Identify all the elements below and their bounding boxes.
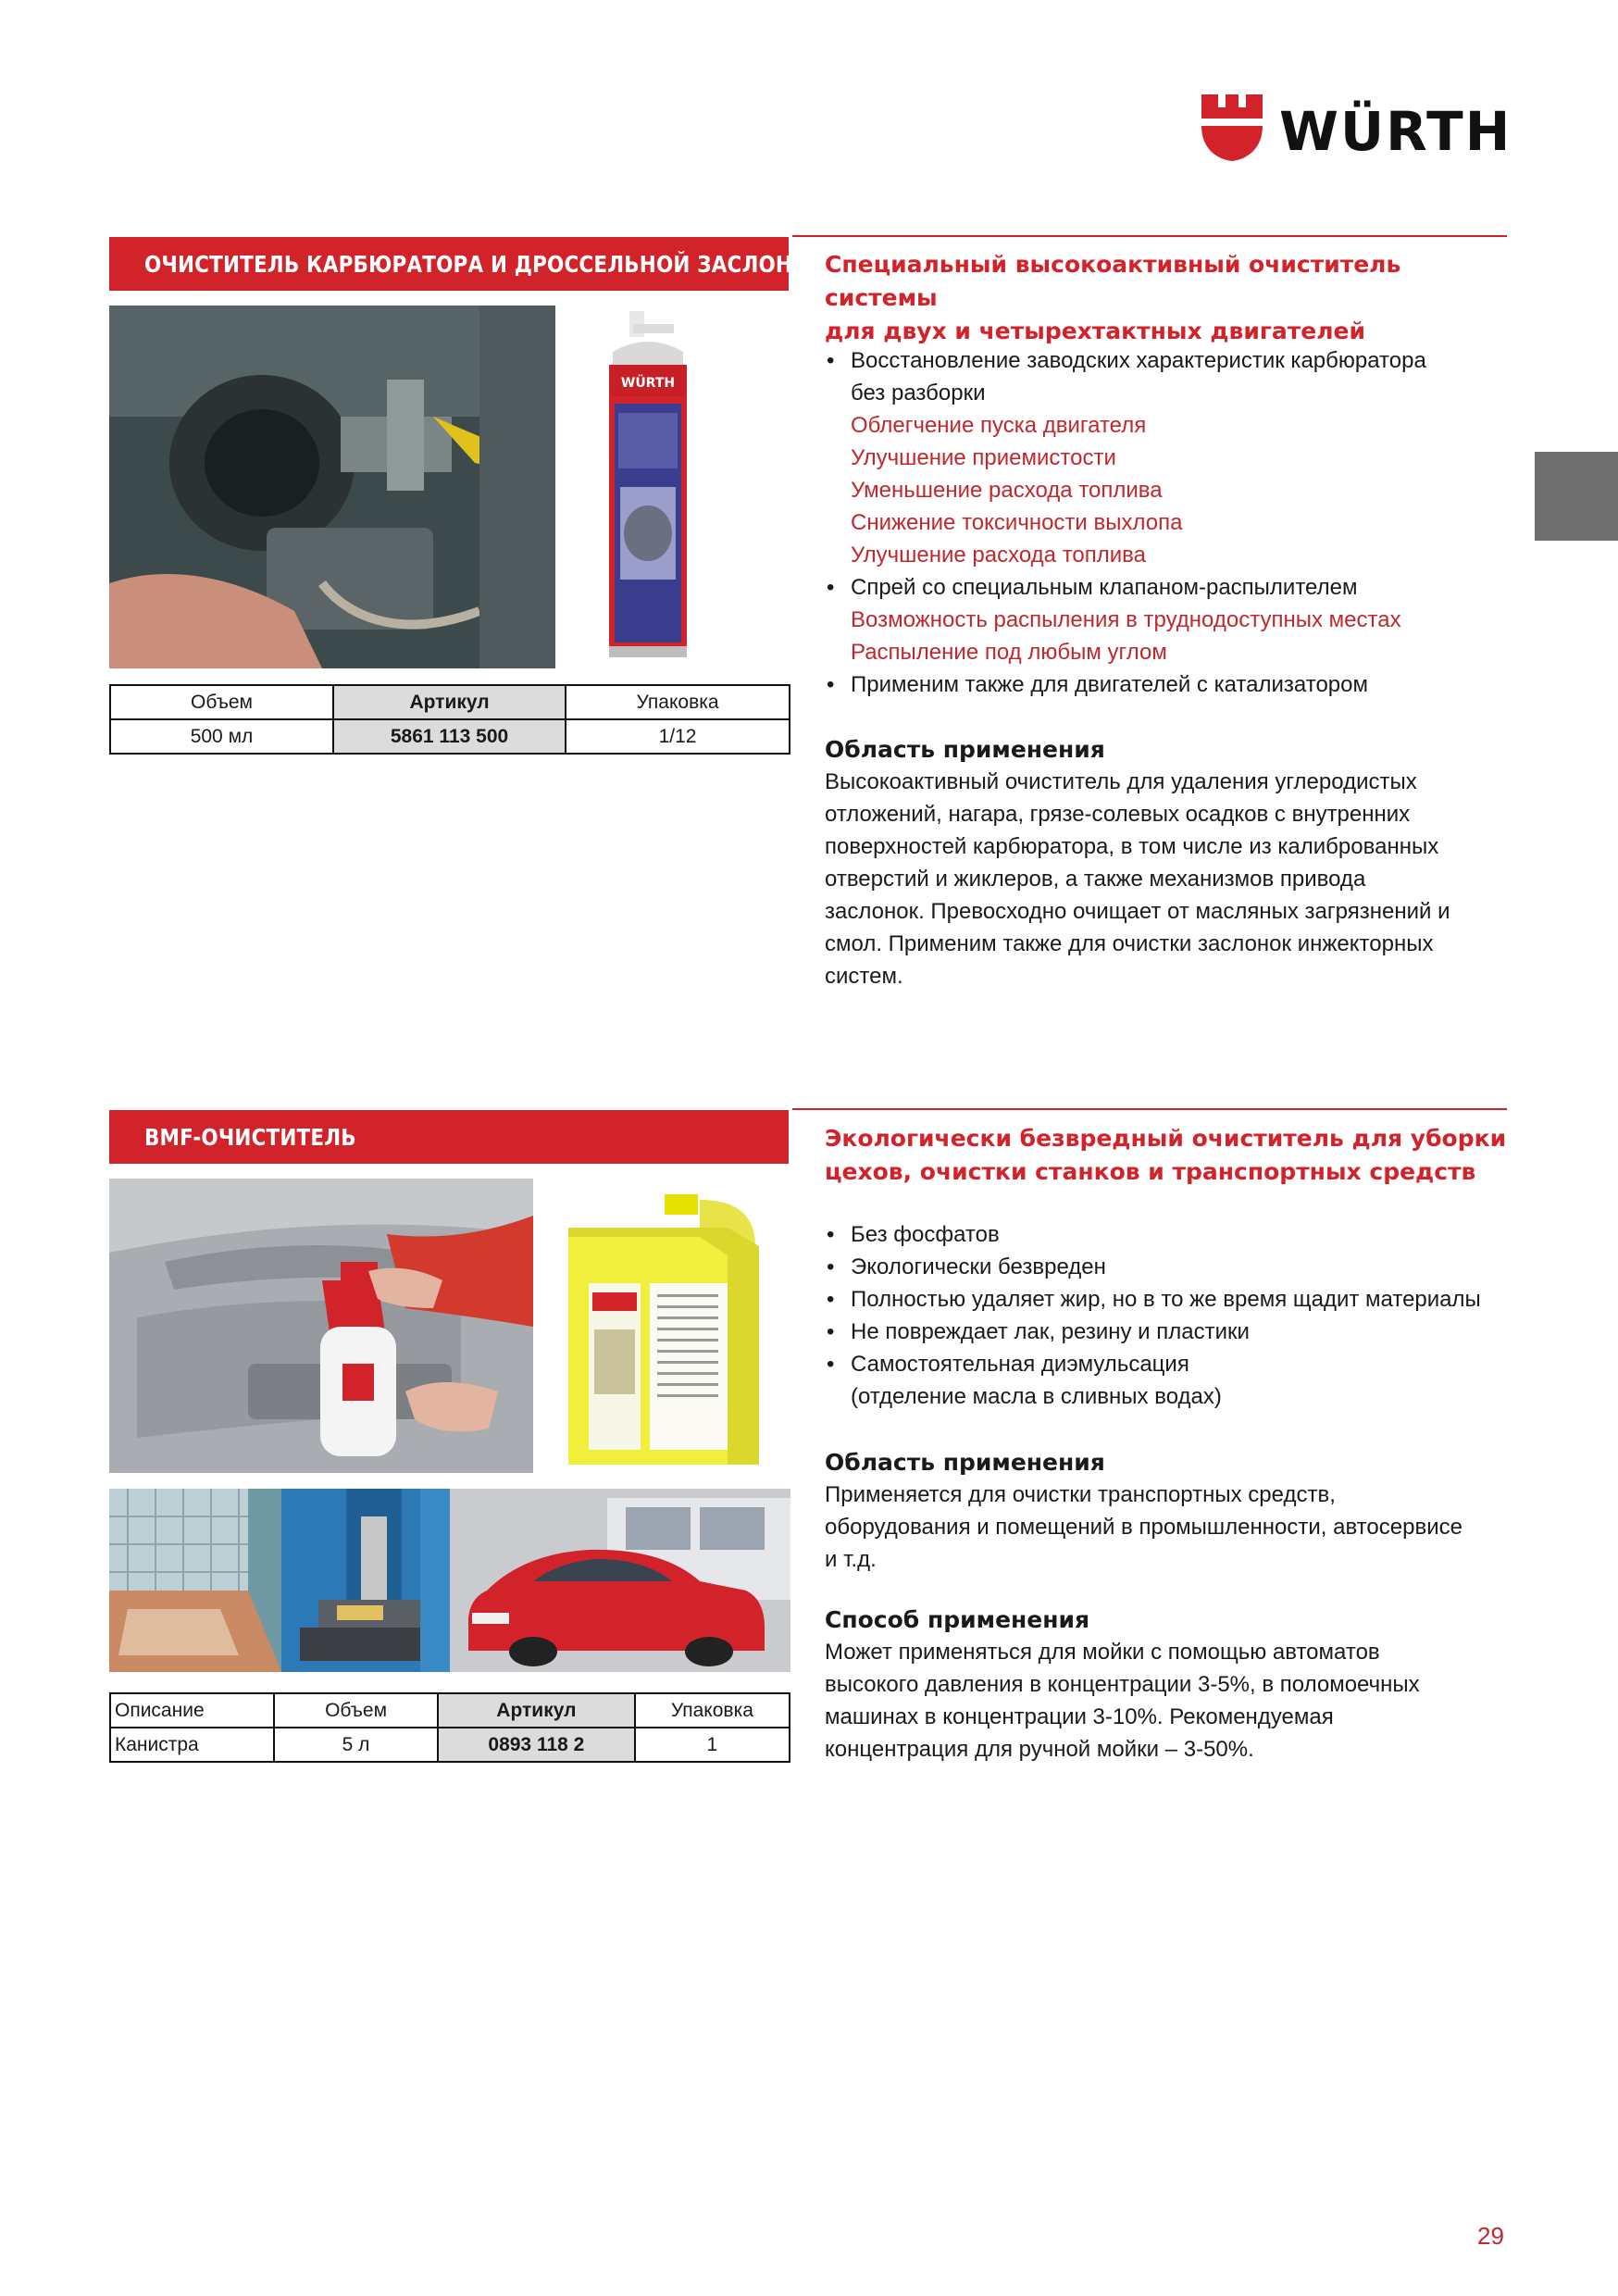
section2-spec-table — [109, 1692, 790, 1763]
section2-method-heading: Способ применения — [825, 1606, 1090, 1633]
canister-photo — [561, 1191, 768, 1472]
table-cell-description: Канистра — [110, 1728, 274, 1762]
tiled-floor-photo — [109, 1489, 281, 1672]
table-header-description: Описание — [110, 1693, 274, 1728]
list-item: • Применим также для двигателей с катализатором — [827, 668, 1530, 701]
list-item: Возможность распыления в труднодоступных местах — [851, 607, 1401, 632]
car-door-cleaning-photo — [109, 1179, 533, 1473]
table-cell-article: 0893 118 2 — [438, 1728, 635, 1762]
section1-headline-line2: для двух и четырехтактных двигателей — [825, 318, 1366, 344]
list-item: • Самостоятельная диэмульсация — [827, 1348, 1530, 1380]
section2-application-heading: Область применения — [825, 1449, 1105, 1476]
section1-application-heading: Область применения — [825, 736, 1105, 763]
section1-application — [825, 733, 1528, 992]
section2-bullet-list — [827, 1218, 1530, 1413]
table-row — [110, 719, 790, 754]
paragraph-line: Высокоактивный очиститель для удаления углеродистых — [825, 769, 1417, 794]
list-item: • Экологически безвреден — [827, 1251, 1530, 1283]
table-header-article: Артикул — [333, 685, 566, 719]
paragraph-line: концентрация для ручной мойки – 3-50%. — [825, 1737, 1254, 1762]
table-header-volume: Объем — [274, 1693, 438, 1728]
paragraph-line: поверхностей карбюратора, в том числе из калиброванных — [825, 834, 1439, 859]
list-item: Уменьшение расхода топлива — [851, 478, 1163, 503]
section2-title: BMF-ОЧИСТИТЕЛЬ — [144, 1123, 356, 1151]
list-item: • Полностью удаляет жир, но в то же время щадит материалы — [827, 1283, 1530, 1316]
table-cell-package: 1 — [635, 1728, 790, 1762]
paragraph-line: смол. Применим также для очистки заслонок инжекторных — [825, 931, 1434, 956]
list-item: Распыление под любым углом — [851, 640, 1167, 665]
section1-bullet-list — [827, 344, 1530, 701]
table-row — [110, 685, 790, 719]
section1-headline — [825, 248, 1510, 348]
paragraph-line: высокого давления в концентрации 3-5%, в поломоечных — [825, 1672, 1420, 1697]
machine-tool-photo — [281, 1489, 450, 1672]
paragraph-line: заслонок. Превосходно очищает от масляных загрязнений и — [825, 899, 1450, 924]
list-item: Улучшение расхода топлива — [851, 543, 1146, 568]
paragraph-line: оборудования и помещений в промышленности, автосервисе — [825, 1515, 1462, 1540]
side-tab-marker — [1535, 452, 1618, 541]
table-header-package: Упаковка — [566, 685, 790, 719]
paragraph-line: Может применяться для мойки с помощью автоматов — [825, 1640, 1380, 1665]
table-header-volume: Объем — [110, 685, 333, 719]
section2-headline — [825, 1122, 1510, 1189]
list-item: Снижение токсичности выхлопа — [851, 510, 1183, 535]
section1-headline-rule — [792, 235, 1507, 237]
table-cell-article: 5861 113 500 — [333, 719, 566, 754]
list-item: Улучшение приемистости — [851, 445, 1116, 470]
list-item: (отделение масла в сливных водах) — [851, 1384, 1222, 1409]
paragraph-line: систем. — [825, 964, 903, 989]
wurth-logo-mark-icon — [1201, 94, 1263, 161]
list-item: • Не повреждает лак, резину и пластики — [827, 1316, 1530, 1348]
list-item: Облегчение пуска двигателя — [851, 413, 1147, 438]
table-row — [110, 1693, 790, 1728]
section2-headline-line2: цехов, очистки станков и транспортных средств — [825, 1158, 1476, 1185]
table-header-package: Упаковка — [635, 1693, 790, 1728]
section2-title-bar — [109, 1110, 789, 1164]
paragraph-line: отложений, нагара, грязе-солевых осадков с внутренних — [825, 802, 1411, 827]
section2-method — [825, 1603, 1528, 1766]
wurth-logo — [1201, 94, 1512, 168]
table-cell-package: 1/12 — [566, 719, 790, 754]
list-item: • Спрей со специальным клапаном-распылителем — [827, 571, 1530, 604]
table-cell-volume: 5 л — [274, 1728, 438, 1762]
list-item: без разборки — [851, 381, 986, 406]
section1-title: ОЧИСТИТЕЛЬ КАРБЮРАТОРА И ДРОССЕЛЬНОЙ ЗАСЛОНКИ — [144, 250, 827, 278]
paragraph-line: Применяется для очистки транспортных средств, — [825, 1482, 1336, 1507]
section2-headline-line1: Экологически безвредный очиститель для уборки — [825, 1125, 1507, 1152]
svg-text:WÜRTH: WÜRTH — [620, 376, 676, 391]
paragraph-line: и т.д. — [825, 1547, 877, 1572]
spray-can-photo — [589, 311, 707, 665]
list-item: • Восстановление заводских характеристик карбюратора — [827, 344, 1530, 377]
section1-spec-table — [109, 684, 790, 755]
list-item: • Без фосфатов — [827, 1218, 1530, 1251]
table-header-article: Артикул — [438, 1693, 635, 1728]
paragraph-line: машинах в концентрации 3-10%. Рекомендуемая — [825, 1704, 1334, 1729]
section1-headline-line1: Специальный высокоактивный очиститель системы — [825, 251, 1401, 311]
red-car-photo — [450, 1489, 790, 1672]
table-row — [110, 1728, 790, 1762]
table-cell-volume: 500 мл — [110, 719, 333, 754]
paragraph-line: отверстий и жиклеров, а также механизмов привода — [825, 867, 1366, 892]
wurth-logo-text: WÜRTH — [1279, 100, 1512, 163]
engine-photo — [109, 306, 555, 668]
section2-headline-rule — [792, 1108, 1507, 1110]
page-number: 29 — [1477, 2222, 1504, 2250]
section1-title-bar — [109, 237, 827, 291]
section2-application — [825, 1446, 1528, 1576]
